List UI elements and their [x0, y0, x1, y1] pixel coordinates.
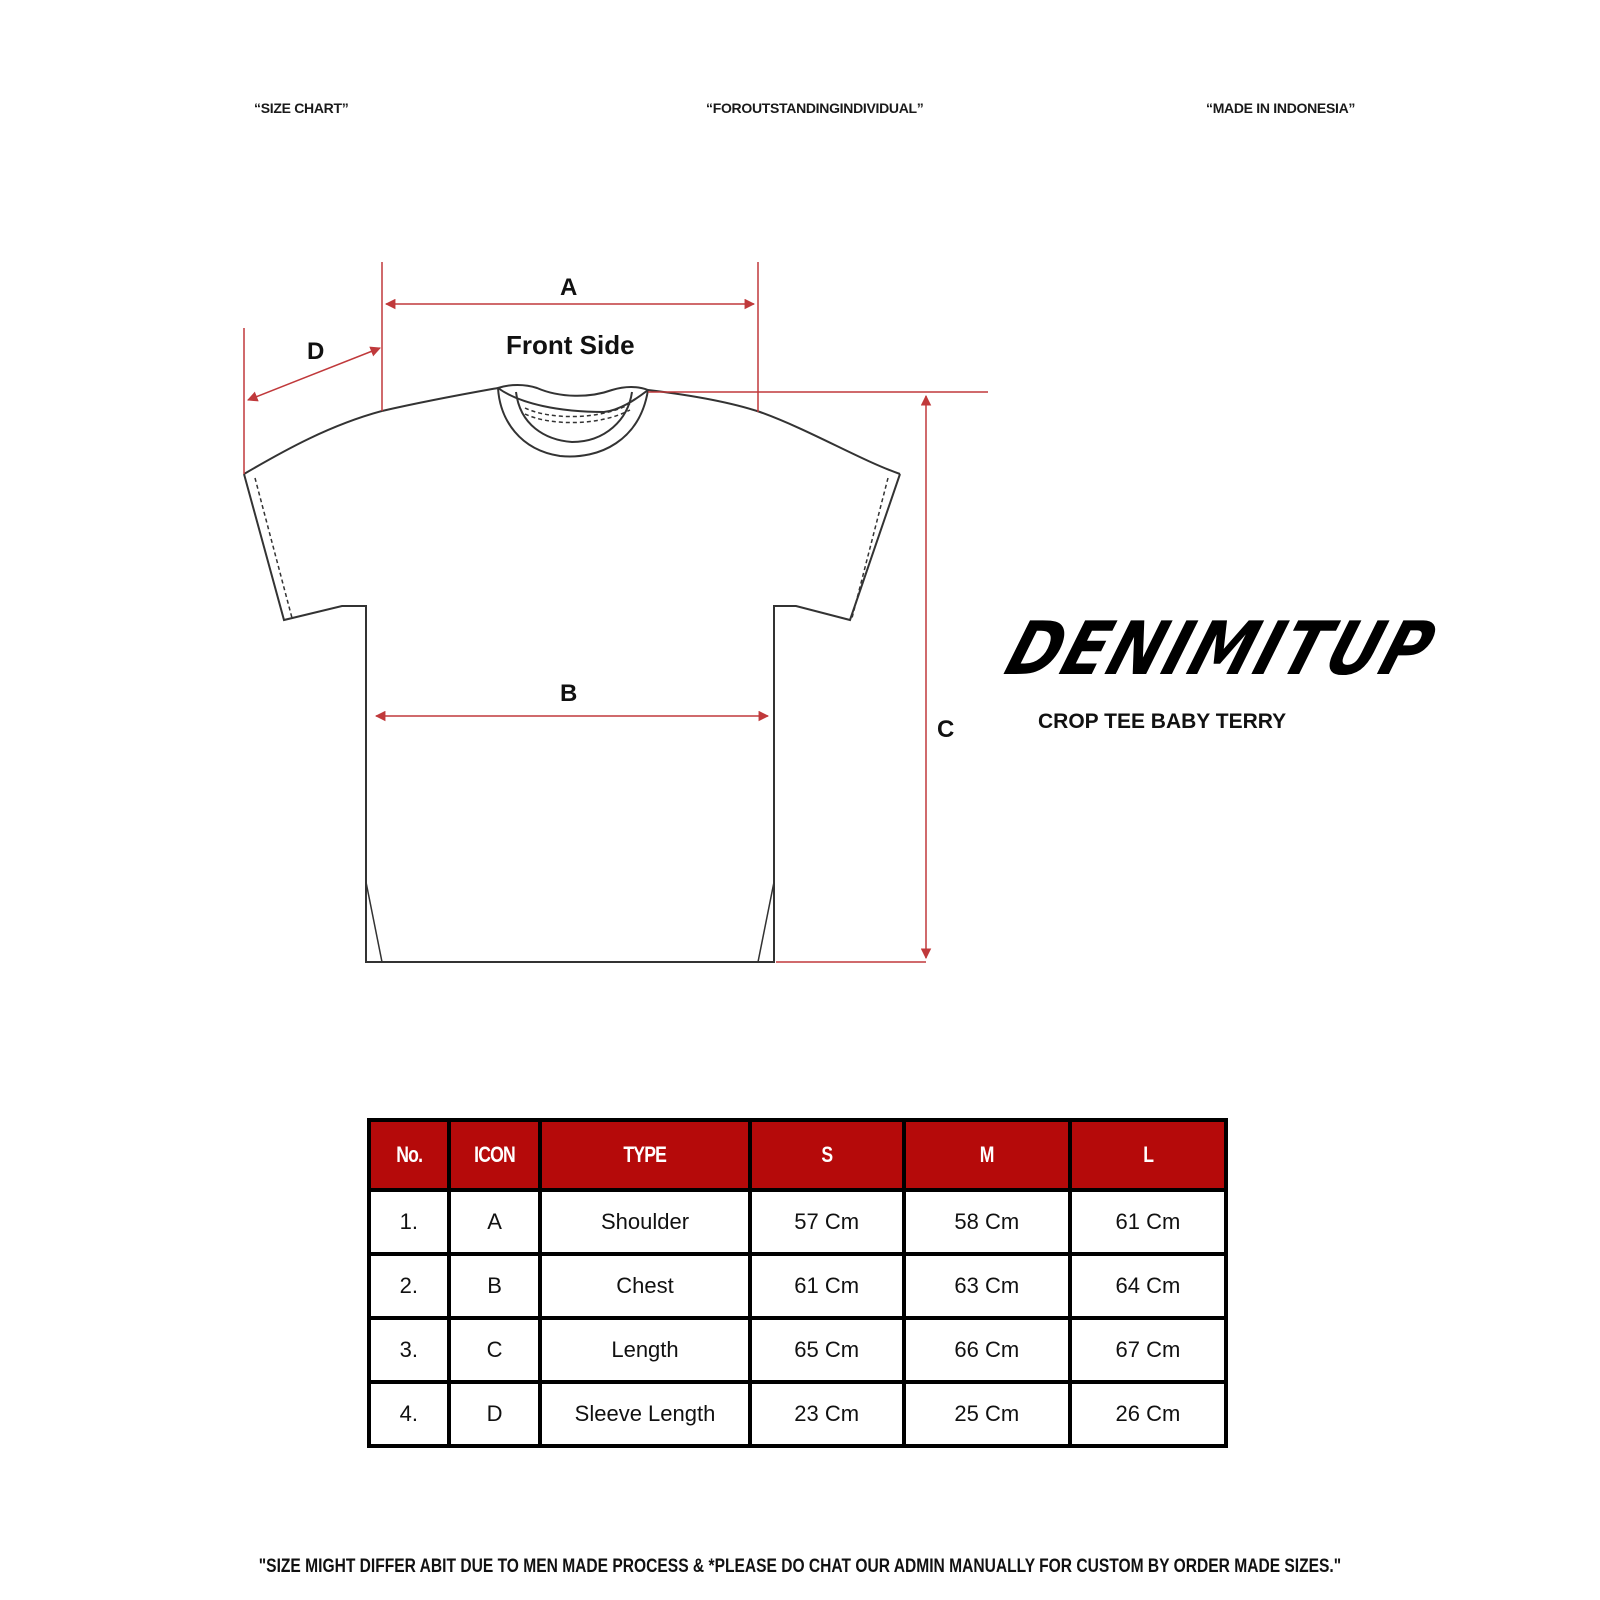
- tagline-label: “FOROUTSTANDINGINDIVIDUAL”: [706, 100, 924, 116]
- product-name: CROP TEE BABY TERRY: [1038, 710, 1287, 733]
- cell-no: 3.: [369, 1318, 449, 1382]
- cell-icon: B: [449, 1254, 541, 1318]
- cell-m: 66 Cm: [904, 1318, 1070, 1382]
- cell-type: Chest: [540, 1254, 749, 1318]
- cell-l: 67 Cm: [1070, 1318, 1226, 1382]
- cell-s: 65 Cm: [750, 1318, 904, 1382]
- brand-logo: DENIMITUP: [996, 607, 1447, 693]
- table-row: [369, 1254, 1226, 1318]
- column-header-m: M: [904, 1120, 1070, 1190]
- cell-type: Shoulder: [540, 1190, 749, 1254]
- cell-type: Length: [540, 1318, 749, 1382]
- dimension-label-a: A: [560, 274, 578, 301]
- column-header-l: L: [1070, 1120, 1226, 1190]
- table-row: [369, 1382, 1226, 1446]
- cell-m: 63 Cm: [904, 1254, 1070, 1318]
- cell-s: 23 Cm: [750, 1382, 904, 1446]
- table-row: [369, 1318, 1226, 1382]
- table-row: [369, 1190, 1226, 1254]
- cell-s: 61 Cm: [750, 1254, 904, 1318]
- cell-icon: D: [449, 1382, 541, 1446]
- cell-no: 1.: [369, 1190, 449, 1254]
- cell-no: 4.: [369, 1382, 449, 1446]
- brand-block: [996, 607, 1447, 733]
- cell-l: 26 Cm: [1070, 1382, 1226, 1446]
- dimension-label-c: C: [937, 716, 955, 743]
- made-in-label: “MADE IN INDONESIA”: [1206, 100, 1356, 116]
- footer-note: "SIZE MIGHT DIFFER ABIT DUE TO MEN MADE PROCESS & *PLEASE DO CHAT OUR ADMIN MANUALLY FOR CUSTOM BY ORDER MADE SIZES.": [258, 1556, 1342, 1577]
- size-chart-label: “SIZE CHART”: [254, 100, 349, 116]
- column-header-icon: ICON: [449, 1120, 541, 1190]
- column-header-no: No.: [369, 1120, 449, 1190]
- front-side-label: Front Side: [506, 330, 635, 360]
- cell-m: 58 Cm: [904, 1190, 1070, 1254]
- column-header-type: TYPE: [540, 1120, 749, 1190]
- cell-l: 61 Cm: [1070, 1190, 1226, 1254]
- dimension-label-b: B: [560, 680, 578, 707]
- table-header-row: [369, 1120, 1226, 1190]
- column-header-s: S: [750, 1120, 904, 1190]
- cell-m: 25 Cm: [904, 1382, 1070, 1446]
- size-table: [367, 1118, 1228, 1448]
- dimension-label-d: D: [307, 338, 325, 365]
- cell-icon: C: [449, 1318, 541, 1382]
- cell-s: 57 Cm: [750, 1190, 904, 1254]
- cell-type: Sleeve Length: [540, 1382, 749, 1446]
- cell-icon: A: [449, 1190, 541, 1254]
- cell-l: 64 Cm: [1070, 1254, 1226, 1318]
- cell-no: 2.: [369, 1254, 449, 1318]
